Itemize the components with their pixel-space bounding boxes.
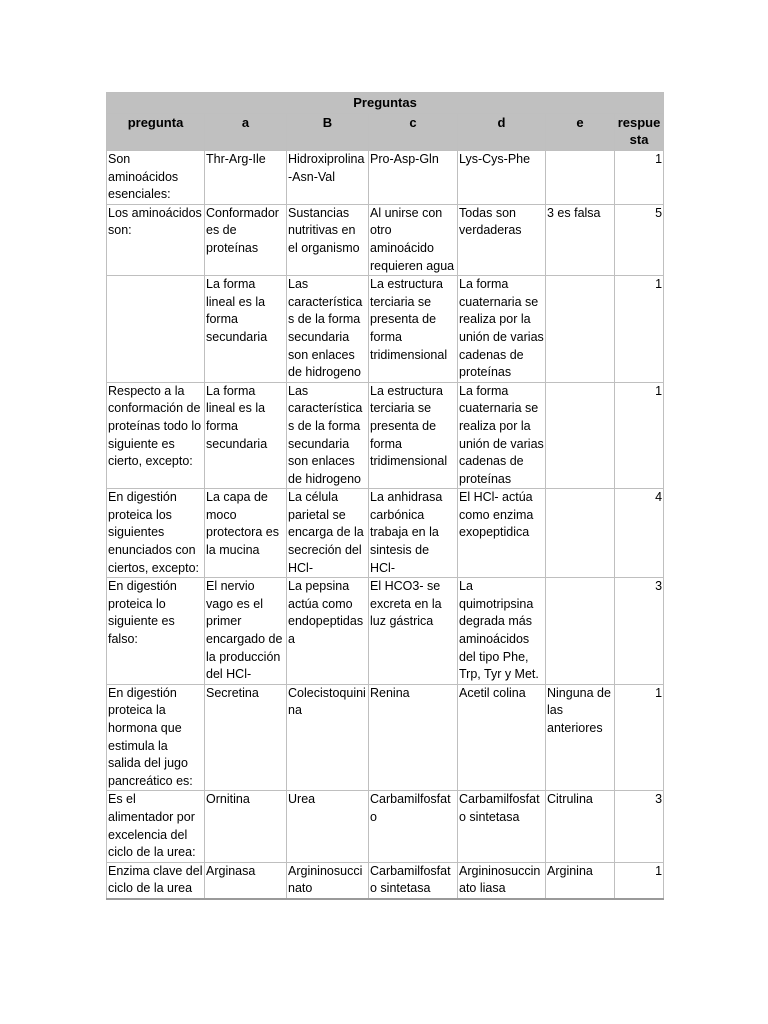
option-e-cell: [546, 382, 615, 489]
option-c-cell: Al unirse con otro aminoácido requieren agua: [369, 204, 458, 275]
option-e-cell: [546, 489, 615, 578]
column-header: pregunta: [107, 114, 205, 151]
column-header: respue sta: [615, 114, 664, 151]
option-e-cell: Arginina: [546, 862, 615, 899]
option-a-cell: Conformador es de proteínas: [205, 204, 287, 275]
option-b-cell: Sustancias nutritivas en el organismo: [287, 204, 369, 275]
option-d-cell: La quimotripsina degrada más aminoácidos del tipo Phe, Trp, Tyr y Met.: [458, 578, 546, 685]
column-header: c: [369, 114, 458, 151]
question-cell: En digestión proteica los siguientes enunciados con ciertos, excepto:: [107, 489, 205, 578]
option-e-cell: 3 es falsa: [546, 204, 615, 275]
option-b-cell: Argininosuccinato: [287, 862, 369, 899]
column-header: d: [458, 114, 546, 151]
option-c-cell: Renina: [369, 684, 458, 791]
table-title-row: [107, 93, 664, 114]
option-d-cell: El HCl- actúa como enzima exopeptidica: [458, 489, 546, 578]
question-cell: Los aminoácidos son:: [107, 204, 205, 275]
column-header: B: [287, 114, 369, 151]
option-d-cell: Todas son verdaderas: [458, 204, 546, 275]
option-a-cell: La capa de moco protectora es la mucina: [205, 489, 287, 578]
question-cell: Enzima clave del ciclo de la urea: [107, 862, 205, 899]
answer-cell: 1: [615, 862, 664, 899]
option-c-cell: Carbamilfosfato sintetasa: [369, 862, 458, 899]
option-a-cell: Thr-Arg-Ile: [205, 151, 287, 205]
option-b-cell: La célula parietal se encarga de la secreción del HCl-: [287, 489, 369, 578]
answer-cell: 1: [615, 684, 664, 791]
question-cell: Respecto a la conformación de proteínas todo lo siguiente es cierto, excepto:: [107, 382, 205, 489]
answer-cell: 1: [615, 382, 664, 489]
table-row: [107, 578, 664, 685]
option-a-cell: La forma lineal es la forma secundaria: [205, 382, 287, 489]
option-d-cell: Carbamilfosfato sintetasa: [458, 791, 546, 862]
option-c-cell: La anhidrasa carbónica trabaja en la sintesis de HCl-: [369, 489, 458, 578]
option-b-cell: Las características de la forma secundaria son enlaces de hidrogeno: [287, 276, 369, 383]
question-cell: Son aminoácidos esenciales:: [107, 151, 205, 205]
table-row: [107, 489, 664, 578]
question-cell: En digestión proteica lo siguiente es falso:: [107, 578, 205, 685]
option-c-cell: La estructura terciaria se presenta de forma tridimensional: [369, 382, 458, 489]
option-b-cell: Urea: [287, 791, 369, 862]
table-title: Preguntas: [107, 93, 664, 114]
option-b-cell: La pepsina actúa como endopeptidasa: [287, 578, 369, 685]
column-header: e: [546, 114, 615, 151]
option-c-cell: La estructura terciaria se presenta de forma tridimensional: [369, 276, 458, 383]
option-e-cell: [546, 276, 615, 383]
option-e-cell: [546, 578, 615, 685]
option-a-cell: Secretina: [205, 684, 287, 791]
table-row: [107, 684, 664, 791]
option-d-cell: La forma cuaternaria se realiza por la unión de varias cadenas de proteínas: [458, 382, 546, 489]
answer-cell: 1: [615, 276, 664, 383]
answer-cell: 3: [615, 791, 664, 862]
table-row: [107, 151, 664, 205]
questions-table: [106, 92, 664, 900]
table-body: [107, 151, 664, 899]
option-d-cell: Lys-Cys-Phe: [458, 151, 546, 205]
option-d-cell: La forma cuaternaria se realiza por la unión de varias cadenas de proteínas: [458, 276, 546, 383]
question-cell: [107, 276, 205, 383]
table-row: [107, 276, 664, 383]
answer-cell: 5: [615, 204, 664, 275]
column-header: a: [205, 114, 287, 151]
question-cell: En digestión proteica la hormona que estimula la salida del jugo pancreático es:: [107, 684, 205, 791]
table-row: [107, 862, 664, 899]
table-row: [107, 382, 664, 489]
option-c-cell: Pro-Asp-Gln: [369, 151, 458, 205]
option-b-cell: Hidroxiprolina-Asn-Val: [287, 151, 369, 205]
option-e-cell: [546, 151, 615, 205]
option-e-cell: Citrulina: [546, 791, 615, 862]
question-cell: Es el alimentador por excelencia del ciclo de la urea:: [107, 791, 205, 862]
option-a-cell: El nervio vago es el primer encargado de la producción del HCl-: [205, 578, 287, 685]
option-a-cell: Arginasa: [205, 862, 287, 899]
answer-cell: 4: [615, 489, 664, 578]
option-a-cell: La forma lineal es la forma secundaria: [205, 276, 287, 383]
option-e-cell: Ninguna de las anteriores: [546, 684, 615, 791]
option-d-cell: Acetil colina: [458, 684, 546, 791]
answer-cell: 3: [615, 578, 664, 685]
table-header-row: [107, 114, 664, 151]
option-c-cell: Carbamilfosfato: [369, 791, 458, 862]
option-c-cell: El HCO3- se excreta en la luz gástrica: [369, 578, 458, 685]
answer-cell: 1: [615, 151, 664, 205]
option-b-cell: Colecistoquinina: [287, 684, 369, 791]
option-b-cell: Las características de la forma secundaria son enlaces de hidrogeno: [287, 382, 369, 489]
option-d-cell: Argininosuccinato liasa: [458, 862, 546, 899]
option-a-cell: Ornitina: [205, 791, 287, 862]
table-row: [107, 791, 664, 862]
table-row: [107, 204, 664, 275]
